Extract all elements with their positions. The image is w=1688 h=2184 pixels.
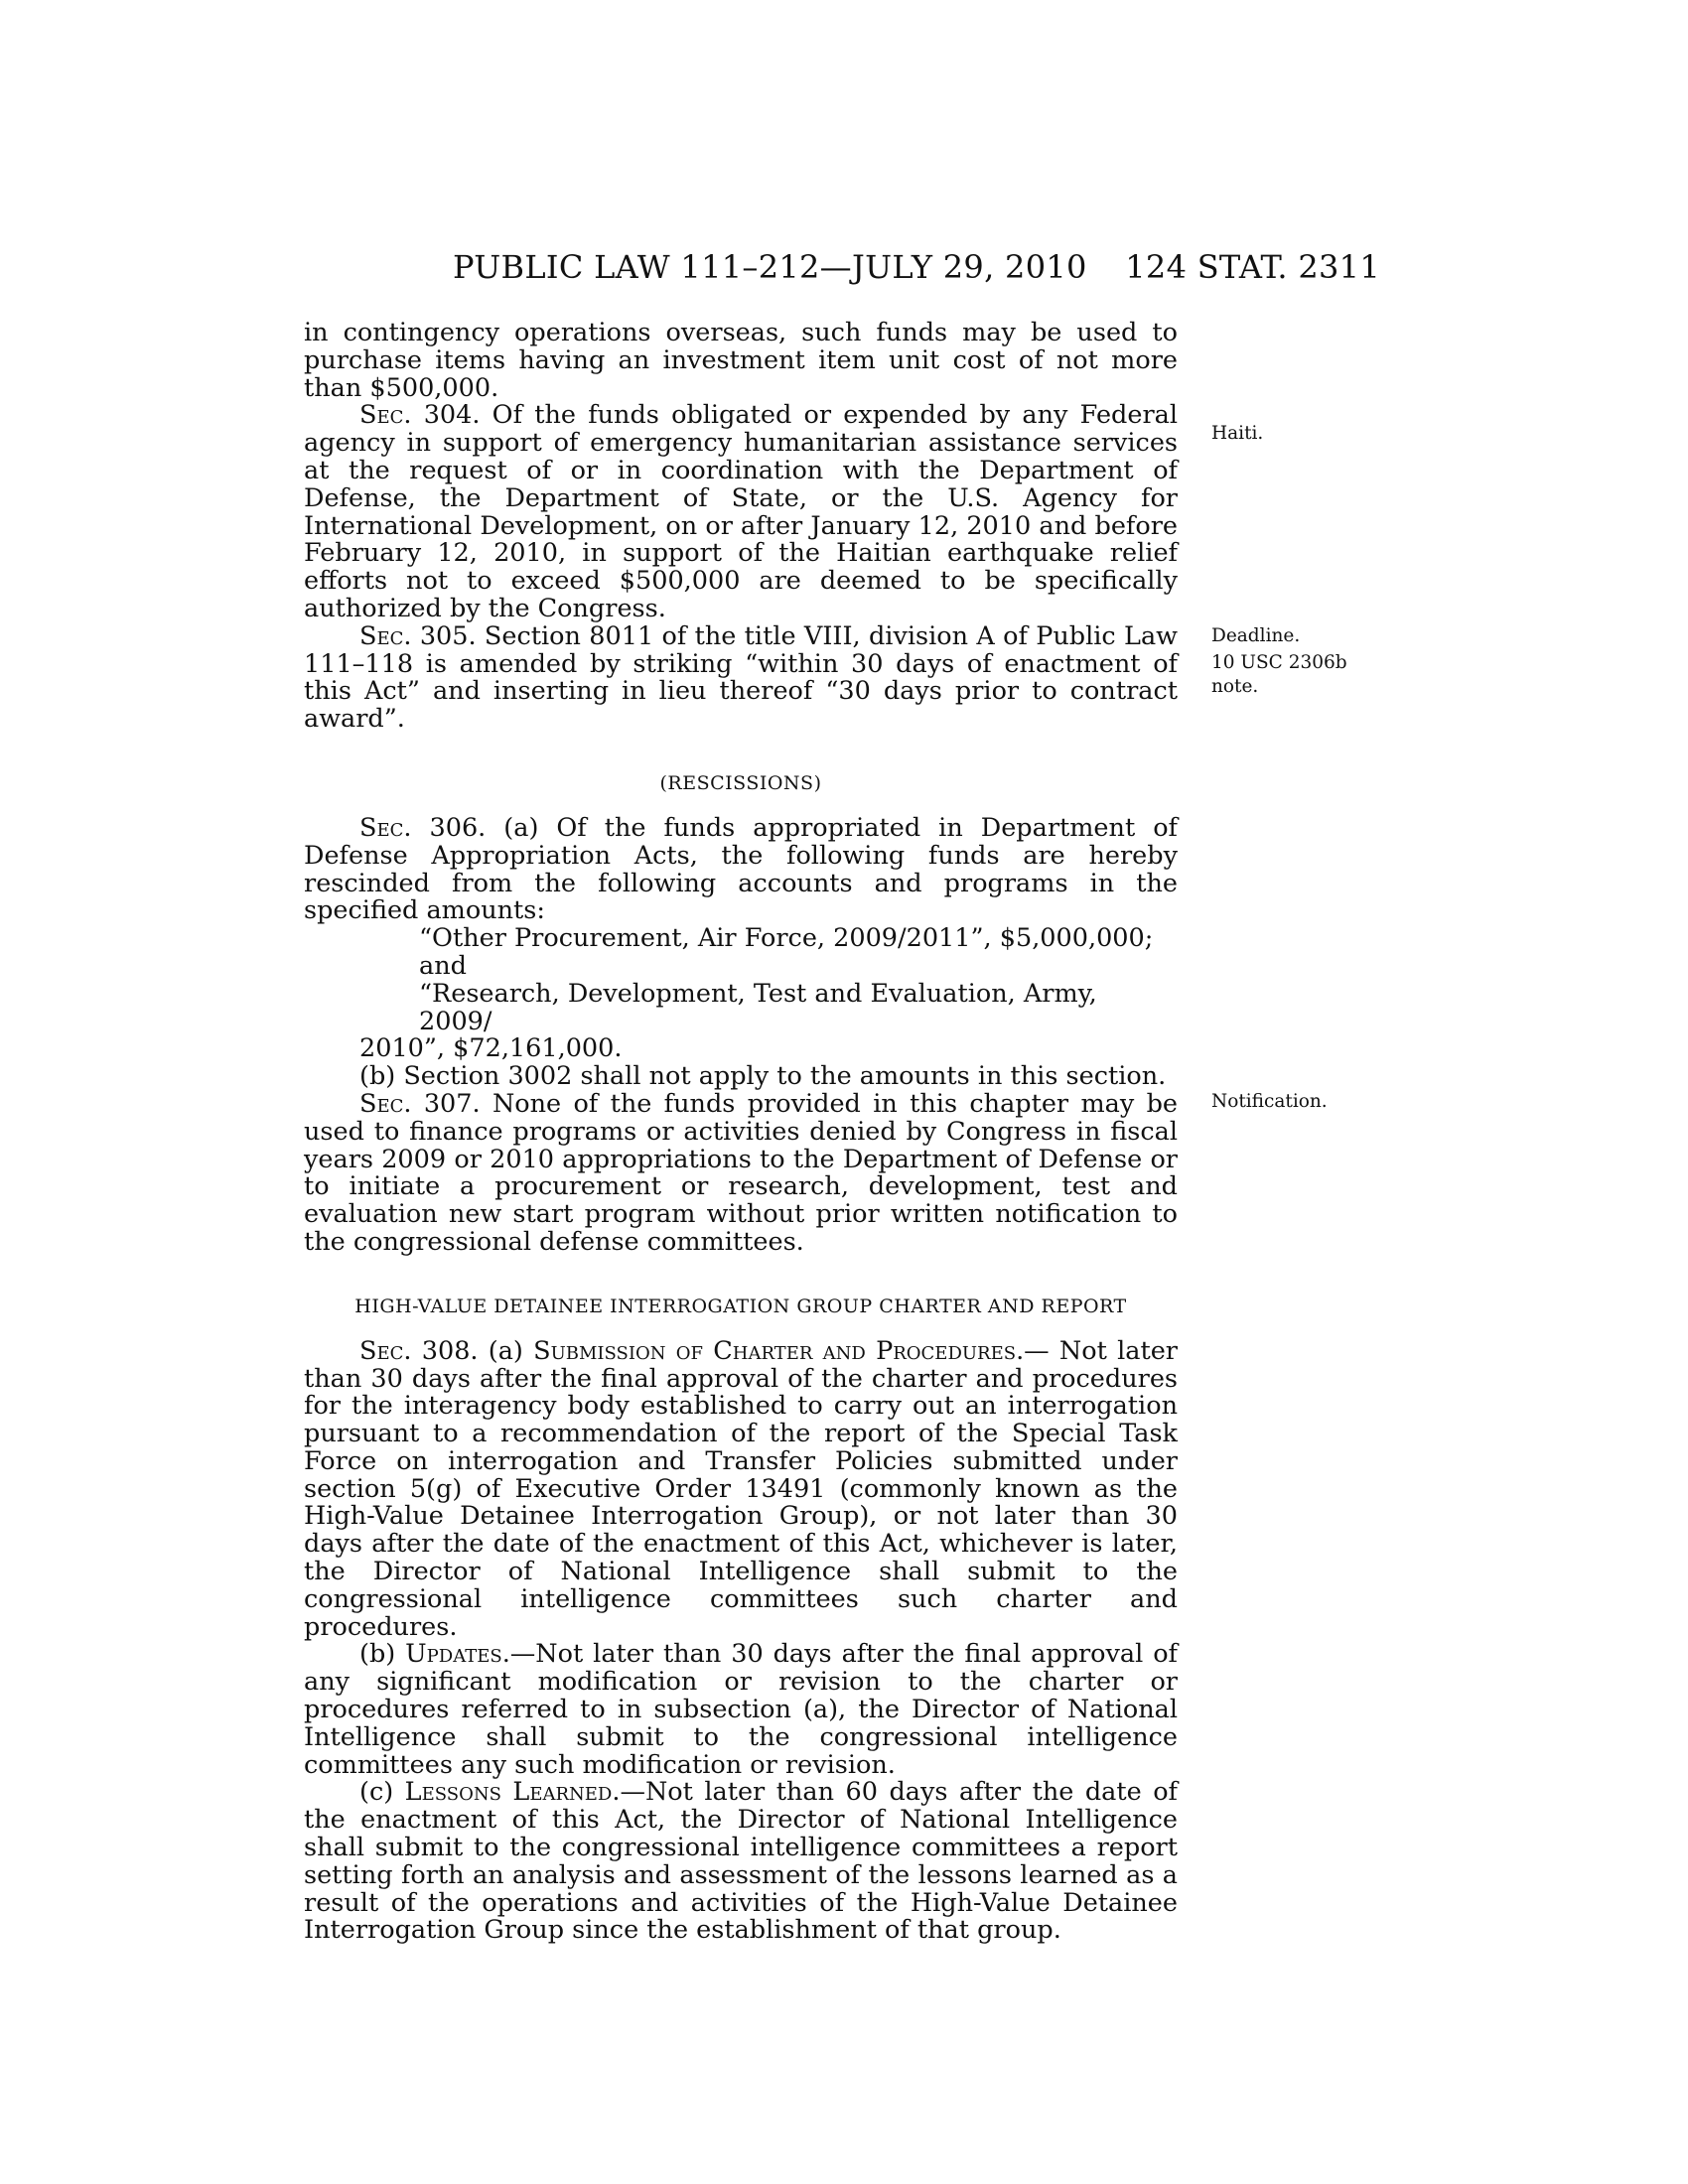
section-306-text: . 306. (a) Of the funds appropriated in Department of Defense Appropriation Acts, the following funds are hereby rescinded from the following accounts and programs in the specified amounts:: [304, 812, 1178, 926]
sec-label: Sec: [359, 620, 404, 651]
subsection-heading: Lessons Learned: [404, 1777, 613, 1808]
section-306: [304, 812, 1178, 926]
sec-label: Sec: [359, 1335, 404, 1366]
section-305-text: . 305. Section 8011 of the title VIII, division A of Public Law 111–118 is amended by striking “within 30 days of enactment of this Act” and inserting in lieu thereof “30 days prior to contract award”.: [304, 620, 1178, 735]
heading-rescissions: (RESCISSIONS): [659, 771, 822, 794]
section-308-b-text: .—Not later than 30 days after the final approval of any significant modification or revision to the charter or procedures referred to in subsection (a), the Director of National Intelligence shall submit to the congressional intelligence committees any such modification or revision.: [304, 1639, 1178, 1780]
section-307: [304, 1088, 1178, 1257]
section-308-a-text: .— Not later than 30 days after the final approval of the charter and procedures for the interagency body established to carry out an interrogation pursuant to a recommendation of the report of the Special Task Force on interrogation and Transfer Policies submitted under section 5(g) of Executive Order 13491 (commonly known as the High-Value Detainee Interrogation Group), or not later than 30 days after the date of the enactment of this Act, whichever is later, the Director of National Intelligence shall submit to the congressional intelligence committees such charter and procedures.: [304, 1335, 1178, 1642]
sec-label: Sec: [359, 1088, 404, 1119]
section-307-text: . 307. None of the funds provided in this chapter may be used to finance programs or activities denied by Congress in fiscal years 2009 or 2010 appropriations to the Department of Defense or to initiate a procurement or research, development, test and evaluation new start program without prior written notification to the congressional defense committees.: [304, 1088, 1178, 1257]
rescission-item-2: “Research, Development, Test and Evaluation, Army, 2009/: [419, 978, 1097, 1036]
page-header: [298, 248, 1380, 288]
subsection-heading: Updates: [405, 1639, 502, 1670]
margin-note-haiti: Haiti.: [1211, 423, 1264, 444]
sec-label: Sec: [359, 400, 404, 431]
section-308-b-prefix: (b): [359, 1639, 406, 1670]
section-306-b: (b) Section 3002 shall not apply to the amounts in this section.: [359, 1061, 1167, 1092]
section-304: [304, 402, 1178, 622]
heading-hvdig: HIGH-VALUE DETAINEE INTERROGATION GROUP CHARTER AND REPORT: [354, 1295, 1127, 1317]
section-308-a: [304, 1335, 1178, 1642]
header-law-date: PUBLIC LAW 111–212—JULY 29, 2010: [453, 248, 1087, 286]
section-304-text: . 304. Of the funds obligated or expended by any Federal agency in support of emergency humanitarian assistance services at the request of or in coordination with the Department of Defense, the Department of State, or the U.S. Agency for International Development, on or after January 12, 2010 and before February 12, 2010, in support of the Haitian earthquake relief efforts not to exceed $500,000 are deemed to be specifically authorized by the Congress.: [304, 400, 1178, 623]
margin-note-usc-note: note.: [1211, 676, 1259, 697]
sec-label: Sec: [359, 812, 404, 843]
rescission-item-1: “Other Procurement, Air Force, 2009/2011”, $5,000,000; and: [419, 923, 1154, 981]
margin-note-deadline: Deadline.: [1211, 625, 1301, 646]
section-308-c-prefix: (c): [359, 1777, 405, 1808]
margin-note-notification: Notification.: [1211, 1091, 1328, 1112]
section-308-a-prefix: . 308. (a): [403, 1335, 534, 1366]
section-308-c-text: .—Not later than 60 days after the date of the enactment of this Act, the Director of National Intelligence shall submit to the congressional intelligence committees a report setting forth an analysis and assessment of the lessons learned as a result of the operations and activities of the High-Value Detainee Interrogation Group since the establishment of that group.: [304, 1777, 1178, 1946]
rescission-item-2-cont: 2010”, $72,161,000.: [359, 1033, 623, 1064]
section-308-c: [304, 1779, 1178, 1945]
subsection-heading: Submission of Charter and Procedures: [533, 1335, 1017, 1366]
section-305: [304, 620, 1178, 735]
document-body: [304, 320, 1178, 1945]
margin-note-usc: 10 USC 2306b: [1211, 652, 1347, 673]
section-308-b: [304, 1641, 1178, 1779]
header-stat-page: 124 STAT. 2311: [1125, 248, 1380, 286]
paragraph-continuation: in contingency operations overseas, such funds may be used to purchase items having an investment item unit cost of not more than $500,000.: [304, 318, 1178, 403]
